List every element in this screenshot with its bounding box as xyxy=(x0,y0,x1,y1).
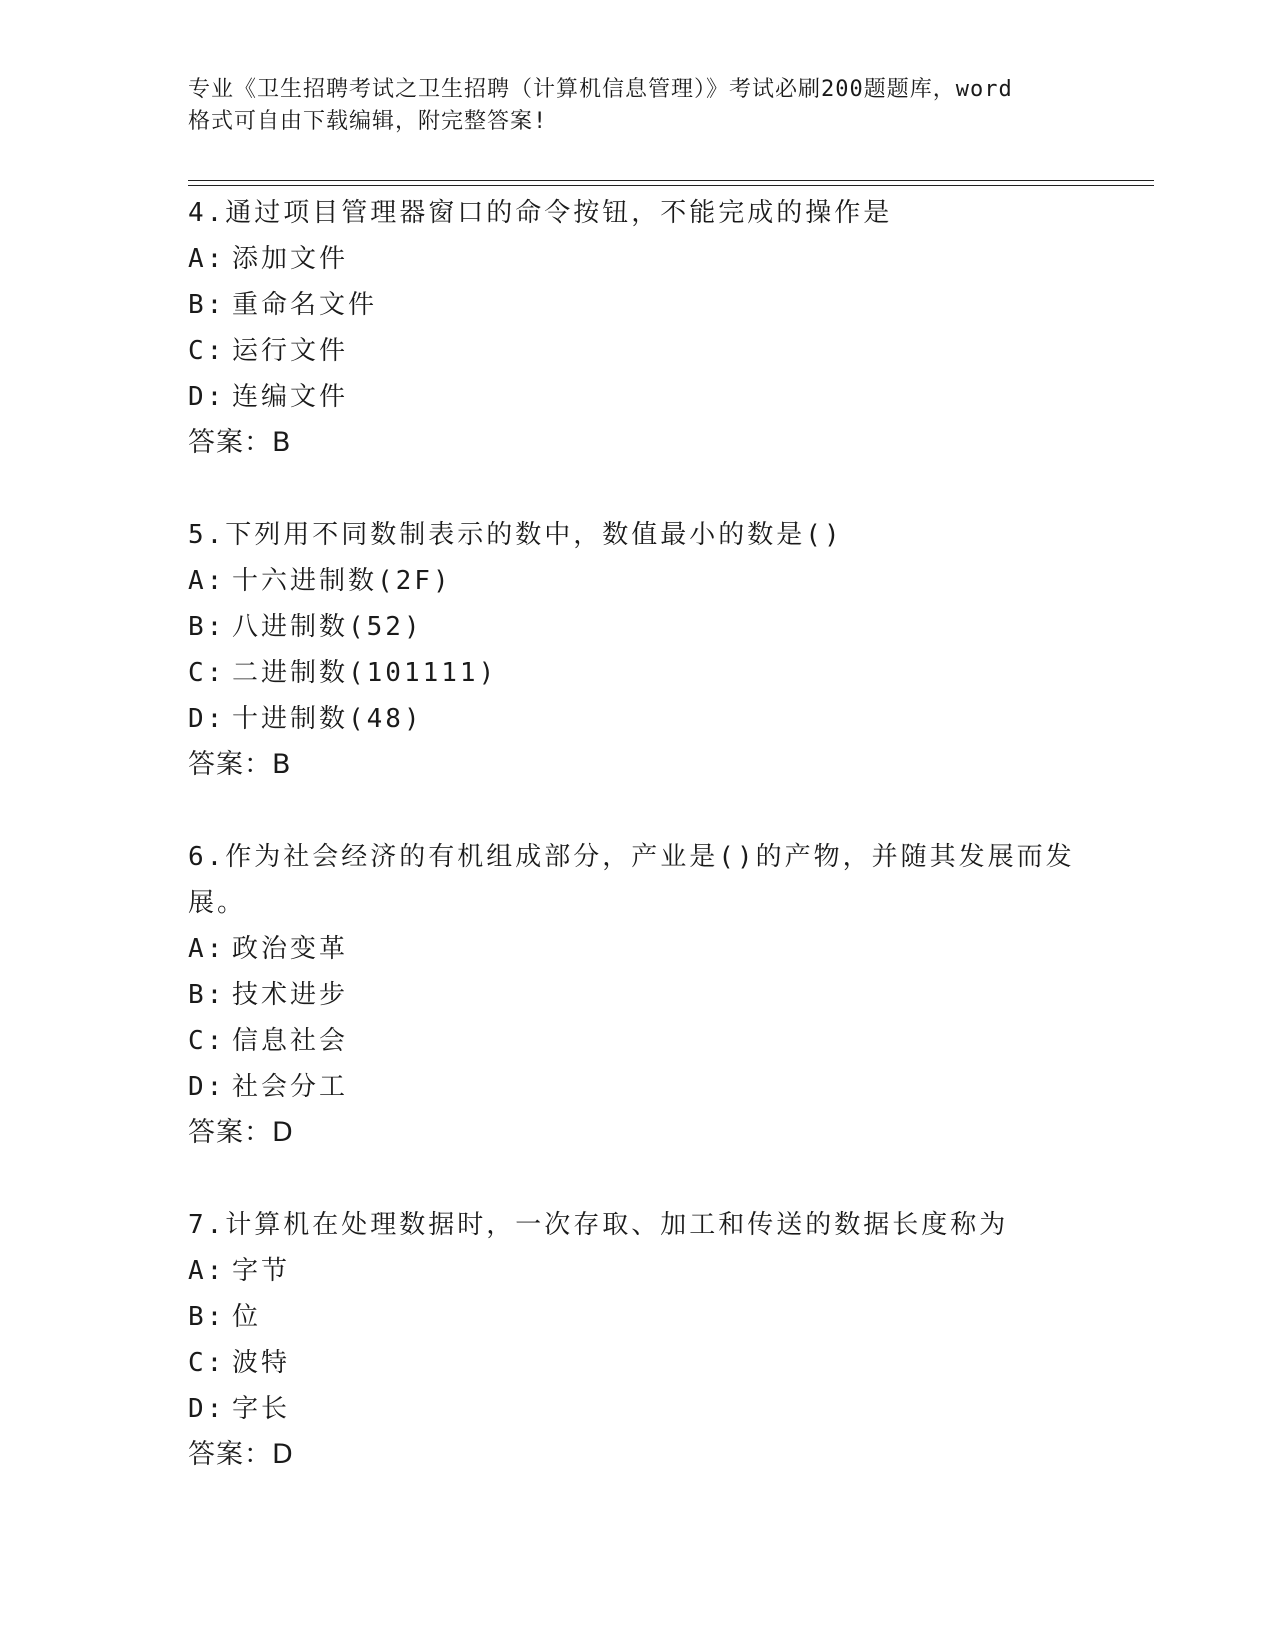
answer-option xyxy=(188,604,1088,650)
option-text: 社会分工 xyxy=(232,1072,349,1102)
correct-answer: 答案：B xyxy=(188,427,292,458)
answer-option xyxy=(188,1386,1088,1432)
answer-option xyxy=(188,236,1088,282)
answer-option xyxy=(188,1248,1088,1294)
answer-option xyxy=(188,1018,1088,1064)
option-text: 二进制数(101111) xyxy=(232,658,498,688)
correct-answer: 答案：D xyxy=(188,1439,294,1470)
option-letter: D: xyxy=(188,704,226,734)
question-stem: 6.作为社会经济的有机组成部分，产业是()的产物，并随其发展而发展。 xyxy=(188,842,1075,918)
header-divider-bottom xyxy=(188,185,1154,186)
option-text: 字长 xyxy=(232,1394,291,1424)
question-list xyxy=(188,190,1088,1524)
option-letter: A: xyxy=(188,934,226,964)
correct-answer: 答案：D xyxy=(188,1117,294,1148)
answer-option xyxy=(188,1064,1088,1110)
option-letter: C: xyxy=(188,1348,226,1378)
question-item xyxy=(188,1202,1088,1478)
option-text: 位 xyxy=(232,1302,262,1332)
option-text: 十进制数(48) xyxy=(232,704,423,734)
option-text: 运行文件 xyxy=(232,336,349,366)
option-text: 政治变革 xyxy=(232,934,349,964)
option-letter: B: xyxy=(188,612,226,642)
option-text: 波特 xyxy=(232,1348,291,1378)
header-divider-top xyxy=(188,180,1154,181)
option-letter: C: xyxy=(188,658,226,688)
answer-option xyxy=(188,696,1088,742)
option-text: 字节 xyxy=(232,1256,291,1286)
option-letter: D: xyxy=(188,1394,226,1424)
answer-option xyxy=(188,650,1088,696)
header-line-1: 专业《卫生招聘考试之卫生招聘（计算机信息管理）》考试必刷200题题库，word xyxy=(188,77,1013,102)
question-item xyxy=(188,190,1088,466)
option-text: 十六进制数(2F) xyxy=(232,566,452,596)
answer-option xyxy=(188,972,1088,1018)
option-letter: A: xyxy=(188,566,226,596)
option-letter: B: xyxy=(188,290,226,320)
answer-option xyxy=(188,374,1088,420)
option-letter: D: xyxy=(188,382,226,412)
answer-option xyxy=(188,558,1088,604)
option-letter: C: xyxy=(188,336,226,366)
header-line-2: 格式可自由下载编辑，附完整答案! xyxy=(188,109,548,134)
answer-option xyxy=(188,1340,1088,1386)
option-letter: A: xyxy=(188,244,226,274)
answer-option xyxy=(188,1294,1088,1340)
option-letter: B: xyxy=(188,980,226,1010)
option-text: 重命名文件 xyxy=(232,290,378,320)
option-text: 技术进步 xyxy=(232,980,349,1010)
document-header xyxy=(188,74,1088,138)
option-letter: C: xyxy=(188,1026,226,1056)
answer-option xyxy=(188,328,1088,374)
option-text: 八进制数(52) xyxy=(232,612,423,642)
question-stem: 5.下列用不同数制表示的数中，数值最小的数是() xyxy=(188,520,843,550)
option-letter: A: xyxy=(188,1256,226,1286)
answer-option xyxy=(188,282,1088,328)
option-text: 连编文件 xyxy=(232,382,349,412)
correct-answer: 答案：B xyxy=(188,749,292,780)
answer-option xyxy=(188,926,1088,972)
option-letter: D: xyxy=(188,1072,226,1102)
question-item xyxy=(188,834,1088,1156)
question-stem: 7.计算机在处理数据时，一次存取、加工和传送的数据长度称为 xyxy=(188,1210,1009,1240)
option-text: 添加文件 xyxy=(232,244,349,274)
option-letter: B: xyxy=(188,1302,226,1332)
option-text: 信息社会 xyxy=(232,1026,349,1056)
question-stem: 4.通过项目管理器窗口的命令按钮，不能完成的操作是 xyxy=(188,198,893,228)
question-item xyxy=(188,512,1088,788)
